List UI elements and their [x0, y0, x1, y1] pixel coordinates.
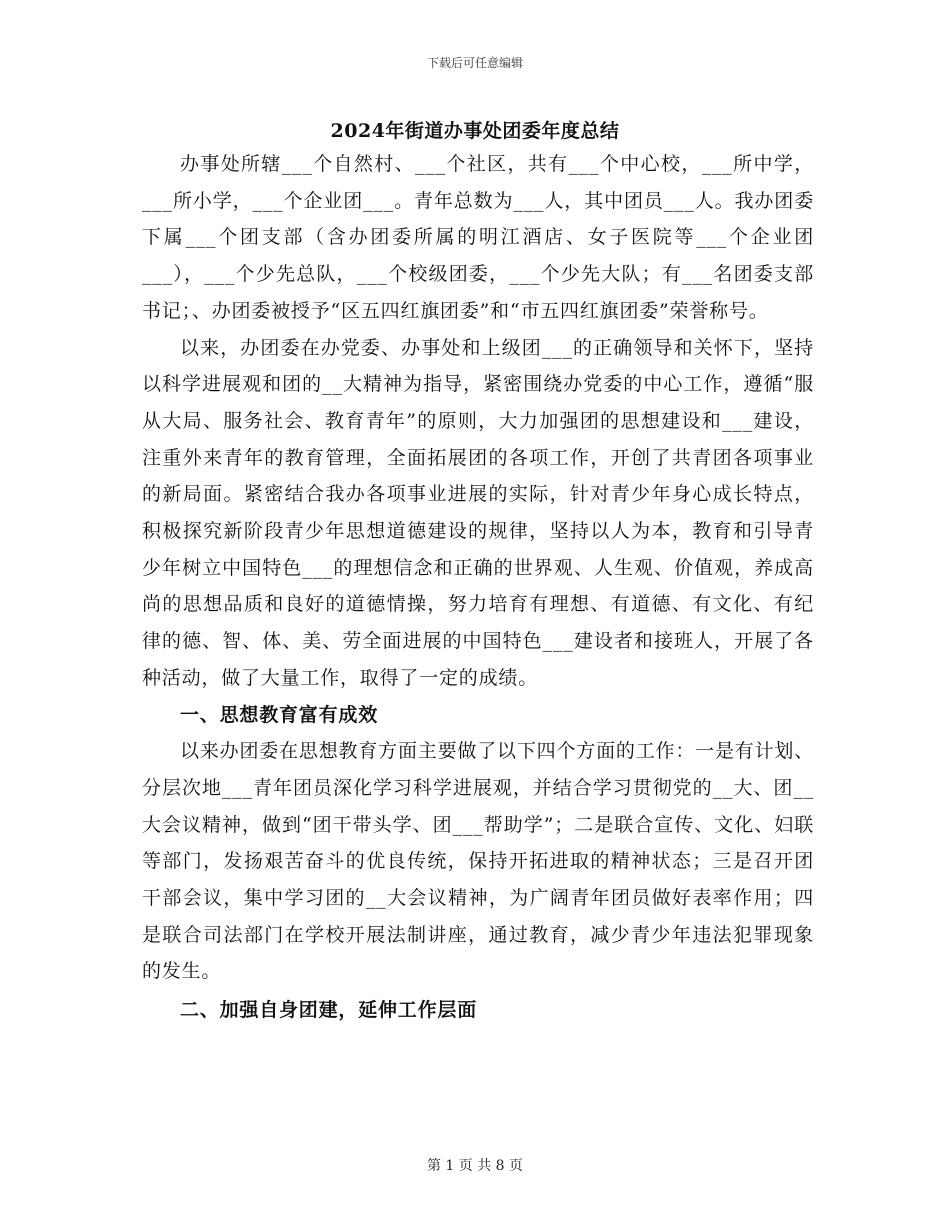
paragraph-overview: 以来，办团委在办党委、办事处和上级团___的正确领导和关怀下，坚持以科学进展观和团的__大精神为指导，紧密围绕办党委的中心工作，遵循“服从大局、服务社会、教育青年”的原则，大力加强团的思想建设和___建设，注重外来青年的教育管理，全面拓展团的各项工作，开创了共青团各项事业的新局面。紧密结合我办各项事业进展的实际，针对青少年身心成长特点，积极探究新阶段青少年思想道德建设的规律，坚持以人为本，教育和引导青少年树立中国特色___的理想信念和正确的世界观、人生观、价值观，养成高尚的思想品质和良好的道德情操，努力培育有理想、有道德、有文化、有纪律的德、智、体、美、劳全面进展的中国特色___建设者和接班人，开展了各种活动，做了大量工作，取得了一定的成绩。 — [142, 336, 814, 689]
page-header: 下载后可任意编辑 — [426, 56, 523, 70]
document-title: 2024年街道办事处团委年度总结 — [330, 120, 620, 142]
document-body — [142, 146, 814, 1029]
section-heading-2: 二、加强自身团建，延伸工作层面 — [180, 999, 478, 1022]
page-footer: 第 1 页 共 8 页 — [426, 1158, 524, 1174]
section-heading-1: 一、思想教育富有成效 — [180, 703, 379, 726]
paragraph-intro: 办事处所辖___个自然村、___个社区，共有___个中心校，___所中学，___所小学，___个企业团___。青年总数为___人，其中团员___人。我办团委下属___个团支部（含办团委所属的明江酒店、女子医院等___个企业团___），___个少先总队，___个校级团委，___个少先大队；有___名团委支部书记；、办团委被授予“区五四红旗团委”和“市五四红旗团委”荣誉称号。 — [142, 153, 814, 322]
section-1-paragraph: 以来办团委在思想教育方面主要做了以下四个方面的工作：一是有计划、分层次地___青年团员深化学习科学进展观，并结合学习贯彻党的__大、团__大会议精神，做到“团干带头学、团___帮助学”；二是联合宣传、文化、妇联等部门，发扬艰苦奋斗的优良传统，保持开拓进取的精神状态；三是召开团干部会议，集中学习团的__大会议精神，为广阔青年团员做好表率作用；四是联合司法部门在学校开展法制讲座，通过教育，减少青少年违法犯罪现象的发生。 — [142, 740, 814, 983]
